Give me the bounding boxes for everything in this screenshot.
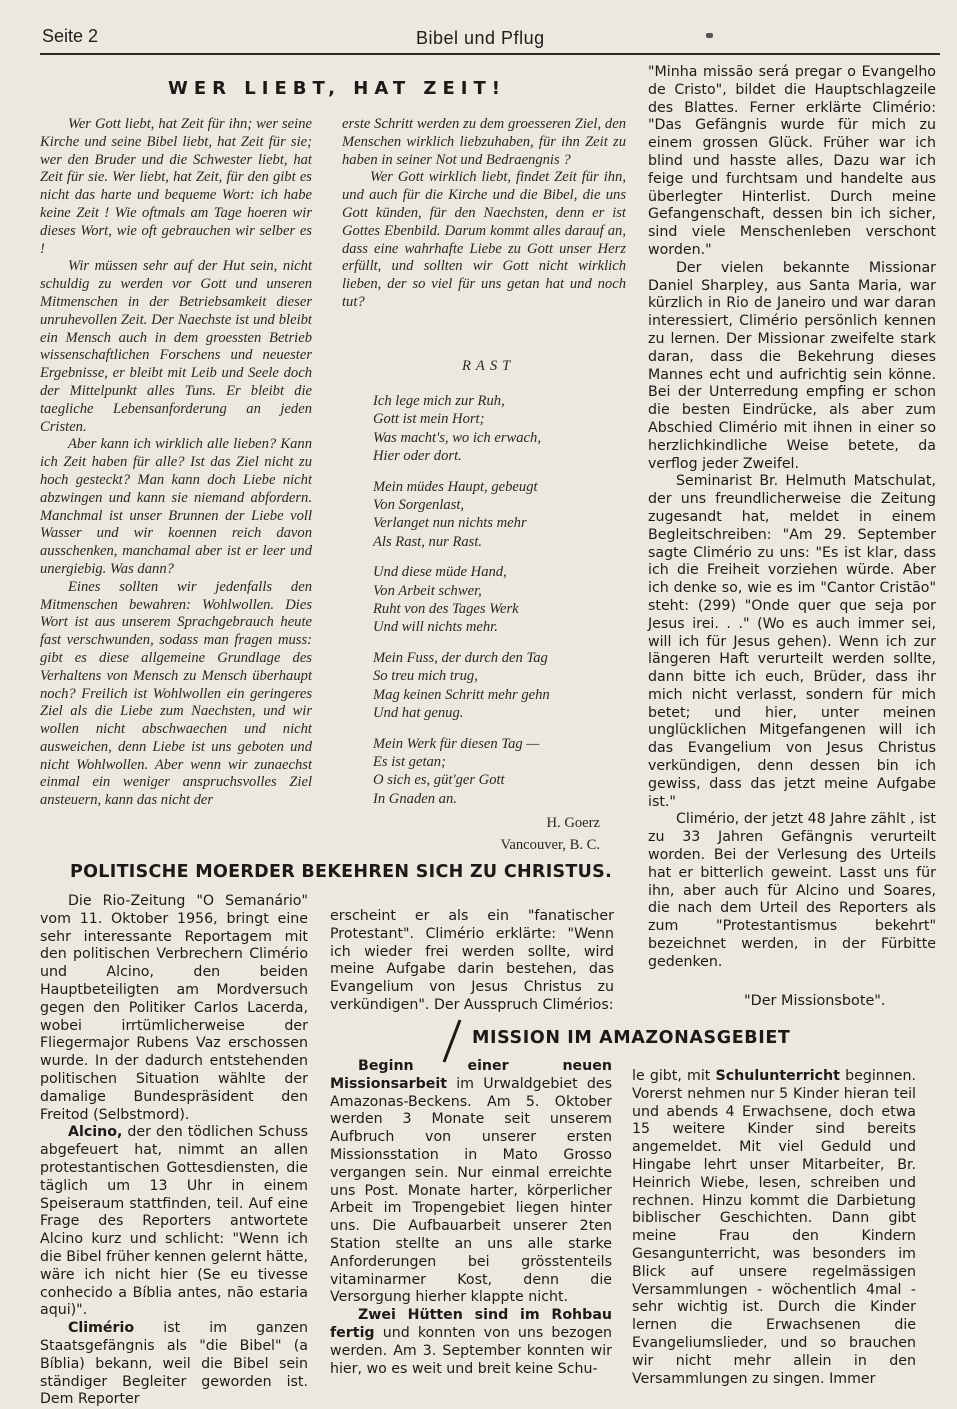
article3-column-1: [330, 1058, 612, 1378]
paragraph: Seminarist Br. Helmuth Matschulat, der uns freundlicherweise die Zeitung zugesandt hat, meldet in einem Begleitschreiben: "Am 29. September sagte Climério zu uns: "Es ist klar, dass ich die Freiheit vorziehen würde. Aber ich denke so, wie es im "Cantor Cristão" steht: (299) "Onde quer que seja por Jesus irei. . ." (Wo es auch immer sei, will ich für Jesus gehen). Wenn ich zur längeren Haft verurteilt werden sollte, dann bitte ich euch, Brüder, dass ihr mich nicht verlasst, sondern für mich betet; und hier, unter meinen unglücklichen Mitgefangenen will ich das Evangelium von Jesus Christus verkündigen, denn dessen bin ich gewiss, dass das jetzt meine Aufgabe ist.": [648, 473, 936, 810]
paragraph: Climério, der jetzt 48 Jahre zählt , ist zu 33 Jahren Gefängnis verurteilt worden. Bei der Verlesung des Urteils hat er bitterlich geweint. Lasst uns für ihn, aber auch für Alcino und Soares, die nach dem Urteil des Reporters als zum "Protestantismus bekehrt" bezeichnet werden, in der Fürbitte gedenken.: [648, 811, 936, 970]
article-title-mission: MISSION IM AMAZONASGEBIET: [472, 1028, 791, 1048]
poem-line: Was macht's, wo ich erwach,: [373, 429, 541, 446]
paragraph: Wer Gott wirklich liebt, findet Zeit für ihn, und auch für die Kirche und die Bibel, die uns Gott künden, für den Naechsten, denn er ist Gottes Ebenbild. Darum kommt alles darauf an, dass eine wahrhafte Liebe zu Gott unser Herz erfüllt, und sollten wir Gott nicht wirklich lieben, der so viel für uns getan hat und noch tut?: [342, 169, 626, 310]
lead-name: Alcino,: [68, 1124, 123, 1141]
paragraph: Der vielen bekannte Missionar Daniel Sharpley, aus Santa Maria, war kürzlich in Rio de Janeiro und war daran interessiert, Climério persönlich kennen zu lernen. Der Missionar zweifelte stark daran, dass die Bekehrung dieses Mannes echt und aufrichtig sein könne. Bei der Unterredung empfing er schon die besten Eindrücke, als aber zum Abschied Climério mit ihnen in einer so herzlichkindliche Weise betete, da verflog jeder Zweifel.: [648, 259, 936, 472]
poem-line: Mag keinen Schritt mehr gehn: [373, 686, 550, 703]
poem-line: Hier oder dort.: [373, 448, 462, 465]
poem-line: Mein Werk für diesen Tag —: [373, 735, 540, 752]
paragraph: Eines sollten wir jedenfalls den Mitmenschen bewahren: Wohlwollen. Dies Wort ist aus unserem Sprachgebrauch heute fast verschwunden, sodass man fragen muss: gibt es diese allgemeine Grundlage des Verhaltens von Mensch zu Mensch überhaupt noch? Freilich ist Wohlwollen ein geringeres Ziel als die Liebe zum Naechsten, und wir wollen nicht abschwaechen und nicht ausweichen, denn Liebe ist uns geboten und nicht Wohlwollen. Aber wenn wir zunaechst einmal ein weniger anspruchsvolles Ziel ansteuern, kann das nicht der: [40, 578, 312, 809]
poem-line: O sich es, güt'ger Gott: [373, 772, 505, 789]
poem-line: Ich lege mich zur Ruh,: [373, 393, 505, 409]
poem-stanza: [373, 735, 633, 809]
article3-column-2: [632, 1068, 916, 1388]
poem-stanza: [373, 478, 633, 552]
poem-line: Von Sorgenlast,: [373, 497, 465, 514]
poem-stanza: [373, 392, 633, 466]
paragraph: Aber kann ich wirklich alle lieben? Kann ich Zeit haben für alle? Ist das Ziel nicht zu hoch gesteckt? Man kann doch Liebe nicht abzwingen und kann sie niemand abfordern. Manchmal ist unser Brunnen der Liebe voll Wasser und wir koennen reich davon ausschenken, manchamal aber ist er leer und unergiebig. Was dann?: [40, 436, 312, 577]
article-title-politische-moerder: POLITISCHE MOERDER BEKEHREN SICH ZU CHRISTUS.: [70, 862, 613, 882]
paper-title: Bibel und Pflug: [416, 28, 545, 48]
poem-line: So treu mich trug,: [373, 668, 478, 685]
paragraph: erste Schritt werden zu dem groesseren Ziel, den Menschen wirklich liebzuhaben, für ihn Zeit zu haben in seiner Not und Bedraengnis ?: [342, 116, 626, 168]
paragraph: erscheint er als ein "fanatischer Protestant". Climério erklärte: "Wenn ich wieder frei werden sollte, wird meine Aufgabe darin bestehen, das Evangelium von Jesus Christus zu verkündigen". Der Ausspruch Climérios:: [330, 908, 614, 1013]
poem-stanza: [373, 649, 633, 723]
paragraph-text: ist im ganzen Staatsgefängnis als "die Bibel" (a Bíblia) bekann, weil die Bibel sein ständiger Begleiter geworden ist. Dem Reporter: [40, 1320, 308, 1408]
article2-column-2: [330, 908, 614, 1015]
paragraph: Wir müssen sehr auf der Hut sein, nicht schuldig zu werden vor Gott und unseren Mitmenschen in der Betriebsamkeit dieser unruhevollen Zeit. Der Naechste ist und bleibt ein Mensch auch in dem groessten Betrieb wissenschaftlichen Forschens und neuester Ergebnisse, er bleibt mit Leib und Seele doch der Mittelpunkt alles Tuns. Er bleibt die taegliche Lebensanforderung an jeden Cristen.: [40, 258, 312, 435]
poem-stanza: [373, 563, 633, 637]
poem-title: RAST: [462, 358, 516, 374]
paragraph-text: im Urwaldgebiet des Amazonas-Beckens. Am 5. Oktober werden 3 Monate seit unserem Aufbruch von unserer ersten Missionsstation in Mato Grosso vergangen sein. Nur einmal erreichte uns Post. Monate harter, körperlicher Arbeit im Tropengebiet liegen hinter uns. Die Aufbauarbeit unserer 2ten Station stellte an uns alle starke Anforderungen bei grösstenteils vitaminarmer Kost, denn die Versorgung hierher klappte nicht.: [330, 1075, 612, 1306]
lead-phrase: Zwei Hütten sind im Rohbau fertig: [330, 1307, 612, 1341]
paragraph: "Minha missão será pregar o Evangelho de Cristo", bildet die Hauptschlagzeile des Blattes. Ferner erklärte Climério: "Das Gefängnis wurde für mich zu einem grossen Glück. Früher war ich blind und hasste alles, Dazu war ich feige und furchtsam und handelte aus überlegter Hinterlist. Durch meine Gefangenschaft, dessen bin ich sicher, sind viele Menschenleben verschont worden.": [648, 64, 936, 258]
poem-line: Gott ist mein Hort;: [373, 411, 485, 428]
source-credit: "Der Missionsbote".: [744, 993, 886, 1009]
lead-name: Climério: [68, 1320, 135, 1337]
paragraph: [40, 1320, 308, 1409]
lead-phrase: Schulunterricht: [715, 1068, 840, 1084]
page-number: Seite 2: [42, 26, 99, 46]
paragraph-text: le gibt, mit: [632, 1068, 716, 1084]
poem: [373, 392, 633, 820]
article2-column-1: [40, 893, 308, 1409]
article1-column-1: [40, 116, 312, 810]
poem-line: Als Rast, nur Rast.: [373, 533, 483, 550]
poem-line: Und will nichts mehr.: [373, 619, 498, 636]
poem-line: Mein Fuss, der durch den Tag: [373, 649, 548, 666]
poem-line: Verlanget nun nichts mehr: [373, 515, 527, 532]
paragraph: [632, 1068, 916, 1388]
right-column: [648, 64, 936, 972]
poem-line: Es ist getan;: [373, 753, 446, 770]
paragraph-text: und konnten von uns bezogen werden. Am 3. September konnten wir hier, wo es weit und breit keine Schu-: [330, 1324, 612, 1377]
ink-spot: [706, 33, 713, 38]
lead-phrase: Beginn einer neuen Missionsarbeit: [330, 1058, 612, 1092]
poem-line: Mein müdes Haupt, gebeugt: [373, 478, 538, 495]
paragraph: [330, 1307, 612, 1378]
paragraph-text: beginnen. Vorerst nehmen nur 5 Kinder hieran teil und abends 4 Erwachsene, doch etwa 15 weitere Kinder sind bereits angemeldet. Mit viel Geduld und Hingabe lehrt unser Mitarbeiter, Br. Heinrich Wiebe, lesen, schreiben und rechnen. Hinzu kommt die Darbietung biblischer Geschichten. Dann gibt meine Frau den Kindern Gesangunterricht, was besonders im Blick auf unsere regelmässigen Versammlungen - wöchentlich 4mal - sehr wichtig ist. Durch die Kinder lernen die Erwachsenen die Evangeliumslieder, und so brauchen wir nicht mehr allein in den Versammlungen zu singen. Immer: [632, 1068, 916, 1387]
poem-line: Und diese müde Hand,: [373, 564, 507, 581]
poem-signature: [478, 812, 600, 856]
slash-stroke: [444, 1020, 460, 1062]
paragraph: [330, 1058, 612, 1307]
poem-line: Ruht von des Tages Werk: [373, 601, 519, 618]
article-title-wer-liebt: WER LIEBT, HAT ZEIT!: [168, 78, 506, 99]
article1-column-2: [342, 116, 626, 312]
header-rule: [40, 53, 940, 55]
paragraph: [40, 1124, 308, 1320]
paragraph-text: der den tödlichen Schuss abgefeuert hat, nimmt an allen protestantischen Gottesdiensten, die täglich um 13 Uhr in einem Speiseraum stattfinden, teil. Auf eine Frage des Reporters antwortete Alcino kurz und schlicht: "Wenn ich die Bibel früher kennen gelernt hätte, wäre ich nicht hier (Se eu tivesse conhecido a Bíblia antes, não estaria aqui)".: [40, 1124, 308, 1319]
poem-author: H. Goerz: [546, 815, 600, 831]
poem-line: Von Arbeit schwer,: [373, 582, 482, 599]
poem-line: In Gnaden an.: [373, 790, 457, 807]
poem-place: Vancouver, B. C.: [500, 837, 600, 853]
paragraph: Wer Gott liebt, hat Zeit für ihn; wer seine Kirche und seine Bibel liebt, hat Zeit für sie; wer den Bruder und die Schwester liebt, hat Zeit für sie. Wer liebt, hat Zeit, für den gibt es nicht das harte und bequeme Wort: ich habe keine Zeit ! Wie oftmals am Tage hoeren wir dieses Wort, wie oft gebrauchen wir selber es !: [40, 116, 312, 257]
poem-line: Und hat genug.: [373, 705, 464, 722]
paragraph: Die Rio-Zeitung "O Semanário" vom 11. Oktober 1956, bringt eine sehr interessante Reportagem mit den politischen Verbrechern Climério und Alcino, den beiden Hauptbeteiligten am Mordversuch gegen den Politiker Carlos Lacerda, wobei irrtümlicherweise der Fliegermajor Rubens Vaz erschossen wurde. In der dadurch entstehenden politischen Situation wählte der damalige Bundespräsident den Freitod (Selbstmord).: [40, 893, 308, 1123]
